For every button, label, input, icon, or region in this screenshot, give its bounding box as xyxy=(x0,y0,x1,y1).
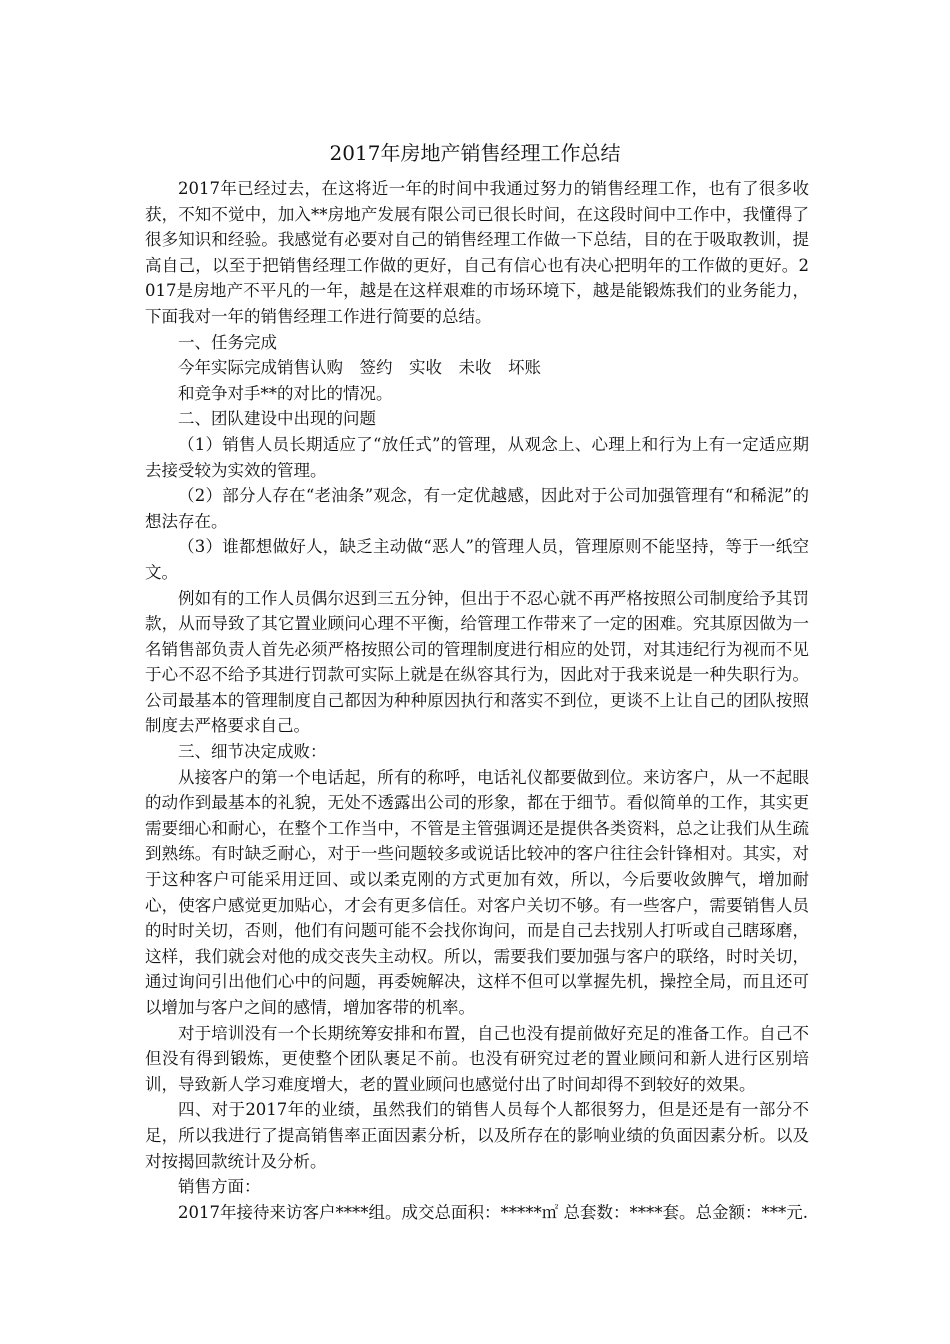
section-heading-task: 一、任务完成 xyxy=(178,332,277,352)
document-title: 2017年房地产销售经理工作总结 xyxy=(329,141,621,165)
sales-heading: 销售方面： xyxy=(178,1177,261,1197)
section-heading-details: 三、细节决定成败： xyxy=(178,742,327,762)
team-issue-2: （2）部分人存在“老油条”观念，有一定优越感，因此对于公司加强管理有“和稀泥”的想法存在。 xyxy=(145,486,809,531)
section-heading-performance: 四、对于2017年的业绩，虽然我们的销售人员每个人都很努力，但是还是有一部分不足，所以我进行了提高销售率正面因素分析，以及所存在的影响业绩的负面因素分析。以及对按揭回款统计及分析。 xyxy=(145,1100,809,1171)
section-heading-team: 二、团队建设中出现的问题 xyxy=(178,409,376,429)
document-body xyxy=(145,176,809,1225)
sales-stats-paragraph: 2017年接待来访客户****组。成交总面积：*****㎡ 总套数：****套。总金额：***元. xyxy=(178,1202,808,1222)
sales-items-line: 今年实际完成销售认购 签约 实收 未收 坏账 xyxy=(178,358,541,378)
details-paragraph: 从接客户的第一个电话起，所有的称呼，电话礼仪都要做到位。来访客户，从一不起眼的动作到最基本的礼貌，无处不透露出公司的形象，都在于细节。看似简单的工作，其实更需要细心和耐心，在整个工作当中，不管是主管强调还是提供各类资料，总之让我们从生疏到熟练。有时缺乏耐心，对于一些问题较多或说话比较冲的客户往往会针锋相对。其实，对于这种客户可能采用迂回、或以柔克刚的方式更加有效，所以，今后要收敛脾气，增加耐心，使客户感觉更加贴心，才会有更多信任。对客户关切不够。有一些客户，需要销售人员的时时关切，否则，他们有问题可能不会找你询问，而是自己去找别人打听或自己瞎琢磨，这样，我们就会对他的成交丧失主动权。所以，需要我们要加强与客户的联络，时时关切，通过询问引出他们心中的问题，再委婉解决，这样不但可以掌握先机，操控全局，而且还可以增加与客户之间的感情，增加客带的机率。 xyxy=(145,767,809,1017)
competitor-line: 和竞争对手**的对比的情况。 xyxy=(178,383,393,403)
intro-paragraph: 2017年已经过去，在这将近一年的时间中我通过努力的销售经理工作，也有了很多收获，不知不觉中，加入**房地产发展有限公司已很长时间，在这段时间中工作中，我懂得了很多知识和经验。我感觉有必要对自己的销售经理工作做一下总结，目的在于吸取教训，提高自己，以至于把销售经理工作做的更好，自己有信心也有决心把明年的工作做的更好。2017是房地产不平凡的一年，越是在这样艰难的市场环境下，越是能锻炼我们的业务能力，下面我对一年的销售经理工作进行简要的总结。 xyxy=(145,179,809,326)
team-issue-1: （1）销售人员长期适应了“放任式”的管理，从观念上、心理上和行为上有一定适应期去接受较为实效的管理。 xyxy=(145,434,809,480)
training-paragraph: 对于培训没有一个长期统筹安排和布置，自己也没有提前做好充足的准备工作。自己不但没有得到锻炼，更使整个团队裹足不前。也没有研究过老的置业顾问和新人进行区别培训，导致新人学习难度增大，老的置业顾问也感觉付出了时间却得不到较好的效果。 xyxy=(145,1023,809,1094)
team-issue-3: （3）谁都想做好人，缺乏主动做“恶人”的管理人员，管理原则不能坚持，等于一纸空文。 xyxy=(145,537,809,582)
example-paragraph: 例如有的工作人员偶尔迟到三五分钟，但出于不忍心就不再严格按照公司制度给予其罚款，从而导致了其它置业顾问心理不平衡，给管理工作带来了一定的困难。究其原因做为一名销售部负责人首先必须严格按照公司的管理制度进行相应的处罚，对其违纪行为视而不见于心不忍不给予其进行罚款可实际上就是在纵容其行为，因此对于我来说是一种失职行为。公司最基本的管理制度自己都因为种种原因执行和落实不到位，更谈不上让自己的团队按照制度去严格要求自己。 xyxy=(145,588,809,736)
